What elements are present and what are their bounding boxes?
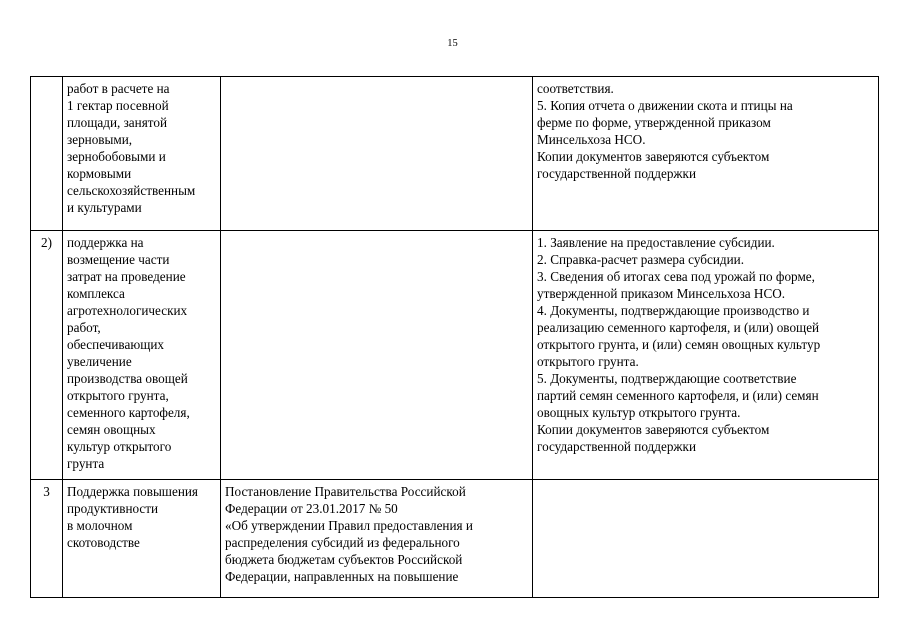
cell-line: сельскохозяйственным	[67, 183, 196, 198]
documents-cell	[533, 480, 879, 598]
cell-line: продуктивности	[67, 501, 159, 516]
cell-line: государственной поддержки	[537, 166, 696, 181]
cell-line: Минсельхоза НСО.	[537, 132, 646, 147]
cell-line: затрат на проведение	[67, 269, 186, 284]
cell-line: 5. Копия отчета о движении скота и птицы на	[537, 98, 793, 113]
table-row	[31, 77, 879, 231]
cell-line: 2. Справка-расчет размера субсидии.	[537, 252, 745, 267]
page-number: 15	[447, 38, 458, 49]
cell-line: реализацию семенного картофеля, и (или) овощей	[537, 320, 820, 335]
cell-line: «Об утверждении Правил предоставления и	[225, 518, 473, 533]
cell-line: партий семян семенного картофеля, и (или) семян	[537, 388, 819, 403]
subsidy-table	[30, 76, 879, 598]
row-number-cell	[31, 77, 63, 231]
cell-line: открытого грунта.	[537, 354, 639, 369]
cell-line: работ в расчете на	[67, 81, 170, 96]
cell-line: зернобобовыми и	[67, 149, 166, 164]
cell-line: государственной поддержки	[537, 439, 696, 454]
cell-line: 1. Заявление на предоставление субсидии.	[537, 235, 775, 250]
cell-line: зерновыми,	[67, 132, 133, 147]
cell-line: 4. Документы, подтверждающие производство и	[537, 303, 810, 318]
documents-cell	[533, 77, 879, 231]
cell-line: поддержка на	[67, 235, 144, 250]
cell-line: бюджета бюджетам субъектов Российской	[225, 552, 463, 567]
measure-cell	[63, 77, 221, 231]
cell-line: площади, занятой	[67, 115, 168, 130]
table-row	[31, 480, 879, 598]
cell-line: агротехнологических	[67, 303, 188, 318]
cell-line: 3. Сведения об итогах сева под урожай по форме,	[537, 269, 815, 284]
cell-line: Федерации от 23.01.2017 № 50	[225, 501, 398, 516]
cell-line: культур открытого	[67, 439, 172, 454]
cell-line: Постановление Правительства Российской	[225, 484, 466, 499]
legal-basis-cell	[221, 480, 533, 598]
cell-line: овощных культур открытого грунта.	[537, 405, 741, 420]
documents-cell	[533, 231, 879, 480]
measure-cell	[63, 480, 221, 598]
legal-basis-cell	[221, 231, 533, 480]
cell-line: и культурами	[67, 200, 142, 215]
cell-line: семенного картофеля,	[67, 405, 190, 420]
row-number-cell: 2)	[31, 231, 63, 480]
cell-line: кормовыми	[67, 166, 132, 181]
cell-line: ферме по форме, утвержденной приказом	[537, 115, 771, 130]
cell-line: работ,	[67, 320, 101, 335]
table-row	[31, 231, 879, 480]
cell-line: в молочном	[67, 518, 133, 533]
cell-line: возмещение части	[67, 252, 170, 267]
cell-line: открытого грунта,	[67, 388, 169, 403]
cell-line: обеспечивающих	[67, 337, 164, 352]
cell-line: открытого грунта, и (или) семян овощных культур	[537, 337, 821, 352]
row-number-cell: 3	[31, 480, 63, 598]
cell-line: производства овощей	[67, 371, 188, 386]
cell-line: 1 гектар посевной	[67, 98, 169, 113]
cell-line: семян овощных	[67, 422, 156, 437]
legal-basis-cell	[221, 77, 533, 231]
cell-line: утвержденной приказом Минсельхоза НСО.	[537, 286, 786, 301]
cell-line: Копии документов заверяются субъектом	[537, 149, 770, 164]
cell-line: комплекса	[67, 286, 125, 301]
cell-line: 5. Документы, подтверждающие соответствие	[537, 371, 797, 386]
cell-line: Копии документов заверяются субъектом	[537, 422, 770, 437]
cell-line: распределения субсидий из федерального	[225, 535, 460, 550]
cell-line: грунта	[67, 456, 105, 471]
cell-line: Поддержка повышения	[67, 484, 198, 499]
measure-cell	[63, 231, 221, 480]
cell-line: увеличение	[67, 354, 132, 369]
cell-line: Федерации, направленных на повышение	[225, 569, 459, 584]
cell-line: скотоводстве	[67, 535, 140, 550]
cell-line: соответствия.	[537, 81, 614, 96]
